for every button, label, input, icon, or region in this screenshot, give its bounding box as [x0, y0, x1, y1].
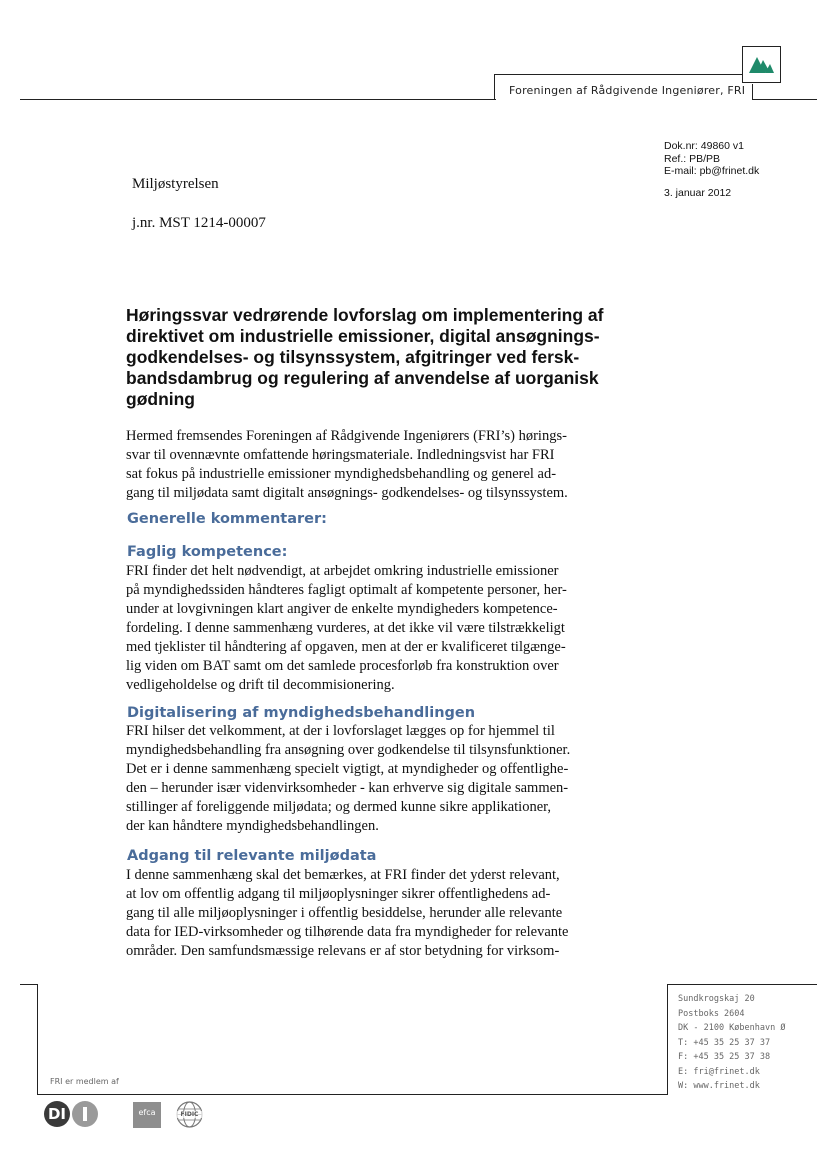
title-line: gødning — [126, 389, 196, 409]
body-line: data for IED-virksomheder og tilhørende data fra myndigheder for relevante — [126, 924, 569, 940]
body-line: FRI hilser det velkomment, at der i lovforslaget lægges op for hjemmel til — [126, 723, 555, 739]
body-line: på myndighedssiden håndteres fagligt optimalt af kompetente personer, her- — [126, 582, 567, 598]
di-logo — [44, 1101, 100, 1127]
efca-logo: efca — [133, 1102, 161, 1128]
header-rule-left — [20, 99, 496, 100]
header-rule-tick — [494, 74, 495, 100]
header-rule-top — [494, 74, 744, 75]
body-line: lig viden om BAT samt om det samlede procesforløb fra konstruktion over — [126, 658, 559, 674]
date: 3. januar 2012 — [664, 186, 732, 199]
member-of-label: FRI er medlem af — [50, 1077, 119, 1086]
body-line: med tjeklister til håndtering af opgaven, men at der er kvalificeret tilgænge- — [126, 639, 566, 655]
section-heading: Adgang til relevante miljødata — [127, 848, 377, 864]
email: E-mail: pb@frinet.dk — [664, 165, 760, 177]
document-title — [126, 305, 603, 410]
recipient-name: Miljøstyrelsen — [132, 176, 219, 192]
title-line: bandsdambrug og regulering af anvendelse af uorganisk — [126, 368, 599, 388]
body-line: Hermed fremsendes Foreningen af Rådgivende Ingeniørers (FRI’s) hørings- — [126, 428, 567, 444]
header-rule-right — [752, 99, 817, 100]
body-line: Det er i denne sammenhæng specielt vigtigt, at myndigheder og offentlighe- — [126, 761, 569, 777]
address-line: Postboks 2604 — [678, 1008, 745, 1019]
header-rule-right-drop — [752, 84, 753, 100]
address-line: DK - 2100 København Ø — [678, 1023, 786, 1033]
address-line: F: +45 35 25 37 38 — [678, 1052, 771, 1062]
title-line: direktivet om industrielle emissioner, digital ansøgnings- — [126, 326, 600, 346]
di-logo-d: DI — [44, 1101, 70, 1127]
fri-logo-icon — [743, 47, 780, 82]
body-line: vedligeholdelse og drift til decommisionering. — [126, 677, 395, 693]
section-body — [126, 866, 568, 961]
footer-rule-mid — [667, 984, 668, 1095]
body-line: fordeling. I denne sammenhæng vurderes, at det ikke vil være tilstrækkeligt — [126, 620, 565, 636]
address-line: E: fri@frinet.dk — [678, 1066, 760, 1077]
fidic-logo: FIDIC — [176, 1101, 203, 1128]
body-line: svar til ovennævnte omfattende høringsmateriale. Indledningsvist har FRI — [126, 447, 555, 463]
body-line: I denne sammenhæng skal det bemærkes, at FRI finder det yderst relevant, — [126, 867, 560, 883]
body-line: gang til alle miljøoplysninger i offentlig besiddelse, herunder alle relevante — [126, 905, 563, 921]
body-line: sat fokus på industrielle emissioner myndighedsbehandling og generel ad- — [126, 466, 557, 482]
address-line: W: www.frinet.dk — [678, 1081, 760, 1091]
body-line: FRI finder det helt nødvendigt, at arbejdet omkring industrielle emissioner — [126, 563, 559, 579]
journal-number: j.nr. MST 1214-00007 — [132, 215, 266, 231]
footer-rule-top — [20, 984, 38, 985]
footer-address — [678, 992, 785, 1094]
section-heading: Digitalisering af myndighedsbehandlingen — [127, 705, 476, 721]
body-line: gang til miljødata samt digitalt ansøgnings- godkendelses- og tilsynssystem. — [126, 485, 568, 501]
section-heading: Faglig kompetence: — [127, 544, 288, 560]
org-name: Foreningen af Rådgivende Ingeniører, FRI — [509, 84, 746, 97]
body-line: der kan håndtere myndighedsbehandlingen. — [126, 818, 379, 834]
body-line: områder. Den samfundsmæssige relevans er af stor betydning for virksom- — [126, 943, 560, 959]
footer-rule-left — [37, 984, 38, 1095]
doc-number: Dok.nr: 49860 v1 — [664, 140, 744, 152]
general-comments-heading: Generelle kommentarer: — [127, 511, 327, 527]
footer-rule-bottom — [37, 1094, 668, 1095]
intro-paragraph — [126, 427, 568, 503]
reference: Ref.: PB/PB — [664, 152, 721, 165]
section-body — [126, 722, 570, 836]
title-line: godkendelses- og tilsynssystem, afgitringer ved fersk- — [126, 347, 580, 367]
body-line: myndighedsbehandling fra ansøgning over godkendelse til tilsynsfunktioner. — [126, 742, 571, 758]
body-line: stillinger af foreliggende miljødata; og dermed kunne sikre applikationer, — [126, 799, 552, 815]
footer-rule-right — [667, 984, 817, 985]
body-line: den – herunder især videnvirksomheder - kan erhverve sig digitale sammen- — [126, 780, 569, 796]
address-line: T: +45 35 25 37 37 — [678, 1037, 771, 1048]
title-line: Høringssvar vedrørende lovforslag om implementering af — [126, 305, 604, 325]
fri-logo — [742, 46, 781, 83]
body-line: at lov om offentlig adgang til miljøoplysninger sikrer offentlighedens ad- — [126, 886, 551, 902]
address-line: Sundkrogskaj 20 — [678, 994, 755, 1004]
meta-block — [664, 140, 759, 199]
section-body — [126, 562, 567, 695]
body-line: under at lovgivningen klart angiver de enkelte myndigheders kompetence- — [126, 601, 558, 617]
